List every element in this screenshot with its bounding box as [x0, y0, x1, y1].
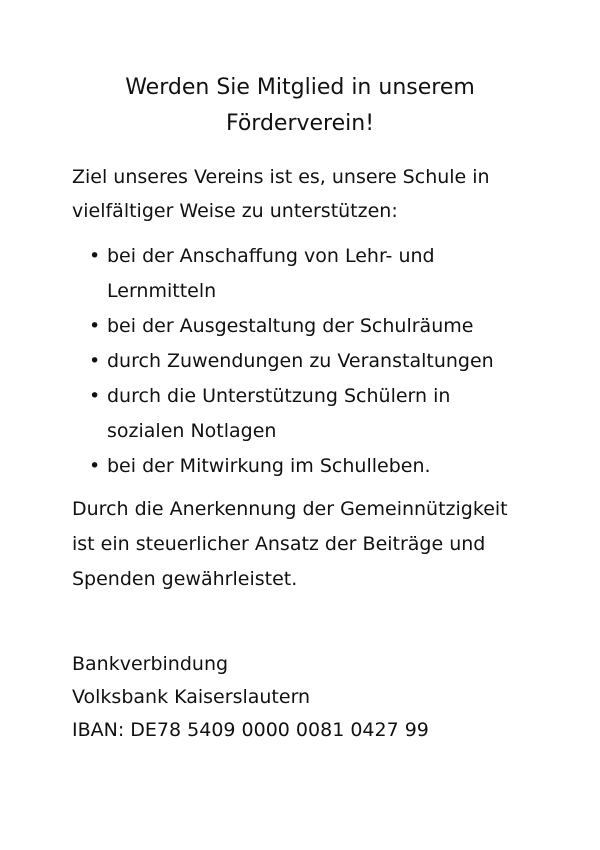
intro-line-1: Ziel unseres Vereins ist es, unsere Schule in — [72, 166, 490, 188]
intro-line-2: vielfältiger Weise zu unterstützen: — [72, 200, 398, 222]
page-title — [0, 70, 600, 142]
list-item-text-continued: Lernmitteln — [107, 280, 217, 302]
list-item-text: durch die Unterstützung Schülern in — [107, 385, 451, 407]
bullet-icon: • — [89, 245, 101, 267]
bullet-icon: • — [89, 385, 101, 407]
bank-name: Volksbank Kaiserslautern — [72, 686, 311, 708]
bank-details — [72, 648, 542, 747]
title-line-2: Förderverein! — [225, 111, 375, 136]
bullet-icon: • — [89, 350, 101, 372]
list-item-text: durch Zuwendungen zu Veranstaltungen — [107, 350, 494, 372]
support-list — [72, 239, 542, 484]
list-item — [72, 379, 542, 449]
list-item-text: bei der Ausgestaltung der Schulräume — [107, 315, 474, 337]
list-item-text-continued: sozialen Notlagen — [107, 420, 277, 442]
bank-heading: Bankverbindung — [72, 653, 229, 675]
title-line-1: Werden Sie Mitglied in unserem — [125, 75, 475, 100]
closing-line-2: ist ein steuerlicher Ansatz der Beiträge und — [72, 533, 486, 555]
closing-line-3: Spenden gewährleistet. — [72, 568, 298, 590]
list-item — [72, 309, 542, 344]
list-item — [72, 344, 542, 379]
bank-iban: IBAN: DE78 5409 0000 0081 0427 99 — [72, 719, 429, 741]
list-item-text: bei der Mitwirkung im Schulleben. — [107, 455, 431, 477]
list-item — [72, 239, 542, 309]
intro-paragraph — [72, 160, 542, 228]
bullet-icon: • — [89, 455, 101, 477]
closing-paragraph — [72, 492, 542, 597]
bullet-icon: • — [89, 315, 101, 337]
list-item-text: bei der Anschaffung von Lehr- und — [107, 245, 435, 267]
closing-line-1: Durch die Anerkennung der Gemeinnützigkeit — [72, 498, 508, 520]
list-item — [72, 449, 542, 484]
